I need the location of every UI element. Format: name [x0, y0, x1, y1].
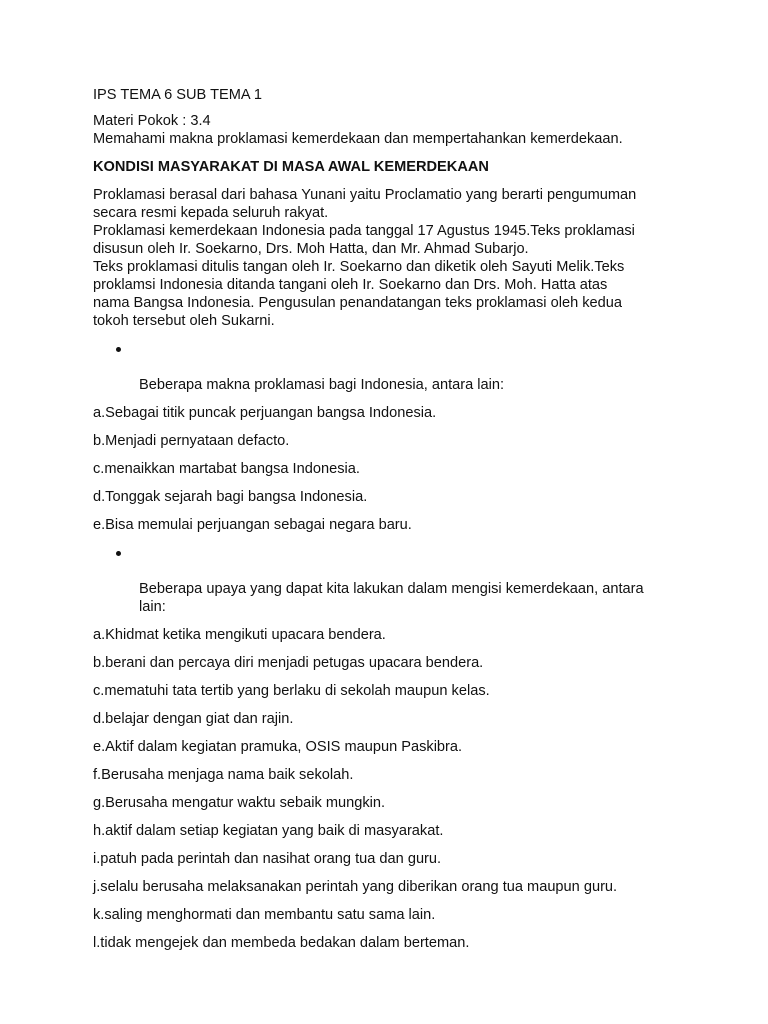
list-item: h.aktif dalam setiap kegiatan yang baik di masyarakat.: [93, 823, 444, 839]
intro-paragraph: Proklamasi berasal dari bahasa Yunani yaitu Proclamatio yang berarti pengumuman secara resmi kepada seluruh rakyat. Proklamasi kemerdekaan Indonesia pada tanggal 17 Agustus 1945.Teks proklamasi disusun oleh Ir. Soekarno, Drs. Moh Hatta, dan Mr. Ahmad Subarjo. Teks proklamasi ditulis tangan oleh Ir. Soekarno dan diketik oleh Sayuti Melik.Teks proklamsi Indonesia ditanda tangani oleh Ir. Soekarno dan Drs. Moh. Hatta atas nama Bangsa Indonesia. Pengusulan penandatangan teks proklamasi oleh kedua tokoh tersebut oleh Sukarni.: [93, 187, 637, 329]
list-item: k.saling menghormati dan membantu satu sama lain.: [93, 907, 436, 923]
list-item: l.tidak mengejek dan membeda bedakan dalam berteman.: [93, 935, 470, 951]
document-title: IPS TEMA 6 SUB TEMA 1: [93, 87, 262, 103]
list-item: j.selalu berusaha melaksanakan perintah yang diberikan orang tua maupun guru.: [93, 879, 618, 895]
bullet-dot-icon: [116, 347, 121, 352]
list-item: i.patuh pada perintah dan nasihat orang tua dan guru.: [93, 851, 442, 867]
materi-pokok: Materi Pokok : 3.4 Memahami makna proklamasi kemerdekaan dan mempertahankan kemerdekaan.: [93, 113, 623, 147]
list-item: a.Khidmat ketika mengikuti upacara bendera.: [93, 627, 386, 643]
bullet-dot-icon: [116, 551, 121, 556]
bullet-upaya-text: Beberapa upaya yang dapat kita lakukan dalam mengisi kemerdekaan, antara lain:: [139, 581, 644, 615]
list-item: c.menaikkan martabat bangsa Indonesia.: [93, 461, 360, 477]
list-item: e.Aktif dalam kegiatan pramuka, OSIS maupun Paskibra.: [93, 739, 463, 755]
list-item: f.Berusaha menjaga nama baik sekolah.: [93, 767, 354, 783]
list-item: c.mematuhi tata tertib yang berlaku di sekolah maupun kelas.: [93, 683, 490, 699]
upaya-list: [93, 626, 693, 952]
section-heading: KONDISI MASYARAKAT DI MASA AWAL KEMERDEKAAN: [93, 159, 489, 175]
list-item: e.Bisa memulai perjuangan sebagai negara baru.: [93, 517, 412, 533]
bullet-makna: [93, 340, 693, 394]
bullet-makna-text: Beberapa makna proklamasi bagi Indonesia, antara lain:: [139, 377, 505, 393]
bullet-upaya: [93, 544, 693, 616]
list-item: g.Berusaha mengatur waktu sebaik mungkin.: [93, 795, 386, 811]
list-item: d.belajar dengan giat dan rajin.: [93, 711, 294, 727]
list-item: b.berani dan percaya diri menjadi petugas upacara bendera.: [93, 655, 484, 671]
list-item: d.Tonggak sejarah bagi bangsa Indonesia.: [93, 489, 368, 505]
makna-list: [93, 404, 693, 534]
list-item: a.Sebagai titik puncak perjuangan bangsa Indonesia.: [93, 405, 437, 421]
document-page: [93, 86, 693, 962]
list-item: b.Menjadi pernyataan defacto.: [93, 433, 290, 449]
